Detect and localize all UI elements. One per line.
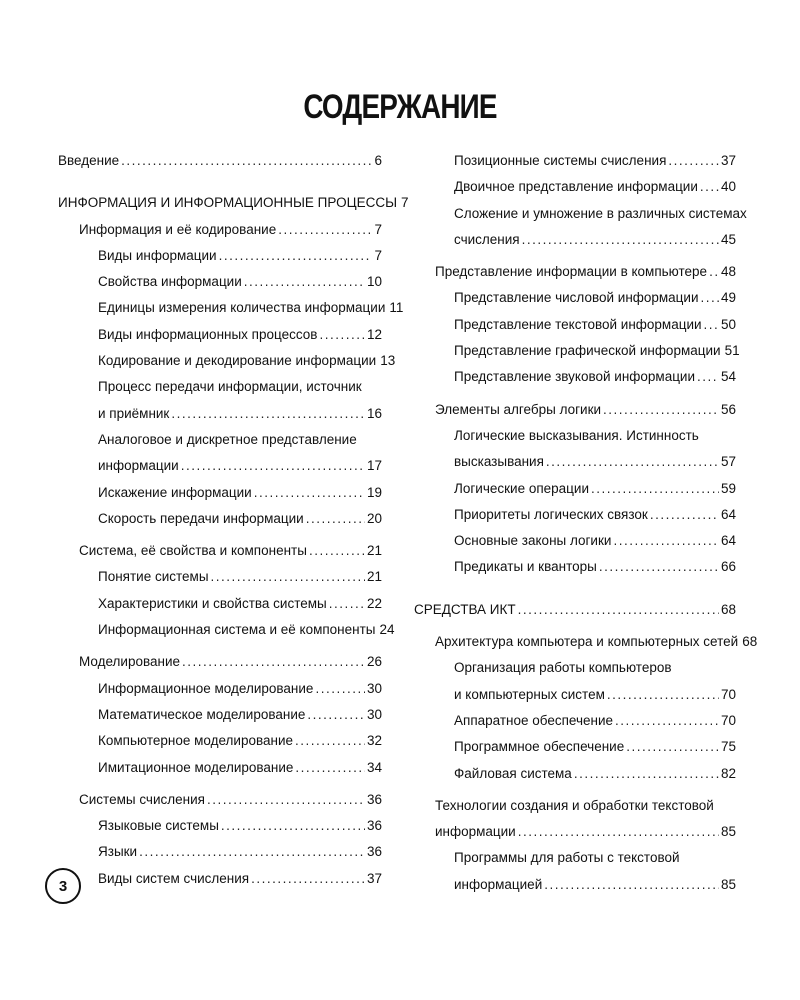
toc-entry-page: 30: [366, 680, 382, 696]
toc-leader-dots: [182, 649, 365, 675]
toc-entry-row: [454, 338, 740, 364]
toc-entry-page: 6: [374, 153, 382, 168]
toc-entry-page: 54: [720, 369, 736, 385]
toc-column-left: [58, 148, 409, 892]
toc-entry-title: СРЕДСТВА ИКТ: [414, 601, 516, 617]
toc-leader-dots: [207, 787, 365, 813]
toc-entry: [414, 423, 736, 476]
toc-entry-title: Представление информации в компьютере: [435, 264, 708, 280]
toc-entry-row: [98, 453, 382, 479]
toc-entry: [58, 427, 382, 480]
toc-entry: [414, 502, 736, 528]
toc-entry-title: Представление графической информации: [454, 343, 721, 359]
toc-entry-row: [98, 813, 382, 839]
toc-entry-title: Свойства информации: [98, 274, 242, 290]
toc-entry-page: 10: [366, 274, 382, 290]
toc-entry: [58, 839, 382, 865]
toc-entry-page: 45: [720, 231, 736, 247]
toc-entry-title: Позиционные системы счисления: [454, 153, 667, 168]
toc-entry: [58, 322, 382, 348]
toc-entry: [58, 564, 382, 590]
toc-entry-page: 49: [720, 290, 736, 306]
toc-entry-title: Системы счисления: [79, 791, 205, 807]
toc-leader-dots: [613, 528, 719, 554]
toc-entry-row: [454, 761, 736, 787]
toc-leader-dots: [650, 502, 719, 528]
toc-entry-row: [98, 506, 382, 532]
toc-entry-page: 17: [366, 458, 382, 474]
toc-leader-dots: [295, 755, 365, 781]
toc-entry-title: информации: [98, 458, 179, 474]
toc-leader-dots: [278, 217, 372, 243]
toc-entry-title: Понятие системы: [98, 569, 209, 585]
toc-entry: [58, 591, 382, 617]
toc-entry: [58, 148, 382, 174]
toc-entry-title: Имитационное моделирование: [98, 759, 294, 775]
toc-entry: [58, 295, 404, 321]
toc-entry-row: [98, 591, 382, 617]
toc-leader-dots: [615, 708, 719, 734]
toc-entry-row: [454, 312, 736, 338]
toc-entry-page: 22: [366, 595, 382, 611]
toc-entry-title: Языки: [98, 844, 138, 860]
toc-entry: [414, 761, 736, 787]
toc-entry-row: [58, 148, 382, 174]
toc-entry-row: [98, 676, 382, 702]
toc-leader-dots: [626, 734, 719, 760]
toc-entry-page: 7: [374, 221, 382, 237]
toc-leader-dots: [211, 564, 365, 590]
toc-entry-title: Языковые системы: [98, 818, 219, 834]
toc-entry: [58, 190, 409, 216]
toc-entry-page: 20: [366, 510, 382, 526]
toc-entry-page: 16: [366, 405, 382, 421]
toc-entry-row: [98, 702, 382, 728]
toc-entry-page: 37: [366, 870, 382, 886]
toc-entry: [58, 217, 382, 243]
toc-entry-title: высказывания: [454, 454, 544, 470]
toc-leader-dots: [251, 866, 365, 892]
toc-entry-page: 66: [720, 559, 736, 575]
toc-entry-title: Система, её свойства и компоненты: [79, 543, 307, 559]
toc-leader-dots: [221, 813, 365, 839]
toc-entry: [414, 397, 736, 423]
page-number-badge: [45, 868, 81, 904]
toc-entry-title: счисления: [454, 231, 520, 247]
toc-entry: [414, 597, 736, 623]
toc-entry-title: Информационная система и её компоненты: [98, 622, 376, 638]
toc-entry: [58, 676, 382, 702]
toc-entry-title: Виды информационных процессов: [98, 326, 318, 342]
toc-entry-row: [454, 285, 736, 311]
toc-entry-page: 7: [401, 195, 409, 211]
toc-entry-page: 34: [366, 759, 382, 775]
toc-entry-page: 70: [720, 686, 736, 702]
page-title: СОДЕРЖАНИЕ: [303, 88, 497, 126]
toc-entry-row: [79, 217, 382, 243]
toc-entry-title: Математическое моделирование: [98, 706, 306, 722]
toc-entry-title: Логические операции: [454, 480, 589, 496]
toc-entry-title: Предикаты и кванторы: [454, 559, 597, 575]
toc-leader-dots: [306, 506, 365, 532]
toc-entry-row: [98, 348, 396, 374]
toc-leader-dots: [295, 728, 365, 754]
toc-entry: [414, 285, 736, 311]
toc-entry-title: Кодирование и декодирование информации: [98, 353, 377, 369]
toc-entry: [58, 348, 396, 374]
toc-entry: [414, 793, 736, 846]
toc-entry: [414, 528, 736, 554]
toc-leader-dots: [171, 401, 365, 427]
toc-entry-row: [98, 269, 382, 295]
toc-entry-row: [454, 227, 736, 253]
toc-entry-page: 85: [720, 876, 736, 892]
toc-leader-dots: [315, 676, 365, 702]
toc-entry-title: Компьютерное моделирование: [98, 733, 293, 749]
toc-entry-title: информацией: [454, 876, 543, 892]
toc-entry-title: Представление текстовой информации: [454, 316, 702, 332]
toc-entry-page: 21: [366, 569, 382, 585]
toc-entry-title: Представление звуковой информации: [454, 369, 696, 385]
toc-entry-title: Единицы измерения количества информации: [98, 300, 386, 316]
toc-entry-page: 70: [720, 712, 736, 728]
toc-entry-row: [454, 174, 736, 200]
toc-entry: [58, 728, 382, 754]
toc-entry: [414, 655, 736, 708]
toc-leader-dots: [599, 554, 719, 580]
toc-entry: [58, 813, 382, 839]
toc-leader-dots: [574, 761, 719, 787]
toc-entry-page: 19: [366, 484, 382, 500]
toc-entry-row: [454, 364, 736, 390]
toc-entry-row: [79, 649, 382, 675]
toc-leader-dots: [704, 312, 719, 338]
toc-entry-title: Моделирование: [79, 654, 181, 670]
toc-entry: [414, 708, 736, 734]
toc-entry-row: [454, 734, 736, 760]
toc-entry: [58, 269, 382, 295]
toc-entry: [414, 364, 736, 390]
toc-entry: [414, 476, 736, 502]
toc-entry-title: Основные законы логики: [454, 533, 612, 549]
toc-entry-row: [454, 708, 736, 734]
toc-column-right: [414, 148, 758, 898]
toc-leader-dots: [518, 597, 719, 623]
toc-leader-dots: [121, 148, 372, 174]
toc-entry: [414, 201, 747, 254]
toc-entry-title-line: Аналоговое и дискретное представление: [98, 431, 357, 447]
toc-leader-dots: [244, 269, 365, 295]
toc-entry-title-line: Технологии создания и обработки текстовой: [435, 797, 714, 813]
toc-entry-title-line: Сложение и умножение в различных системах: [454, 205, 747, 221]
toc-entry-page: 57: [720, 454, 736, 470]
toc-leader-dots: [254, 480, 365, 506]
toc-entry-page: 64: [720, 506, 736, 522]
toc-entry-row: [98, 728, 382, 754]
toc-entry: [58, 506, 382, 532]
toc-leader-dots: [591, 476, 719, 502]
toc-entry-row: [454, 502, 736, 528]
toc-entry: [414, 734, 736, 760]
toc-entry-title: Введение: [58, 153, 120, 168]
toc-leader-dots: [701, 285, 719, 311]
toc-leader-dots: [309, 538, 365, 564]
toc-entry-page: 36: [366, 791, 382, 807]
toc-leader-dots: [518, 819, 719, 845]
toc-leader-dots: [700, 174, 719, 200]
toc-entry-title: и компьютерных систем: [454, 686, 605, 702]
toc-entry-title: Скорость передачи информации: [98, 510, 304, 526]
toc-entry-page: 82: [720, 765, 736, 781]
toc-entry-page: 48: [720, 264, 736, 280]
toc-entry-page: 75: [720, 739, 736, 755]
toc-entry-row: [435, 819, 736, 845]
toc-entry: [414, 554, 736, 580]
toc-entry: [58, 374, 382, 427]
toc-entry: [414, 148, 736, 174]
toc-entry-page: 85: [720, 824, 736, 840]
toc-entry-row: [414, 597, 736, 623]
toc-entry-page: 11: [389, 300, 404, 316]
toc-entry-page: 68: [742, 634, 758, 650]
toc-entry-page: 36: [366, 818, 382, 834]
toc-entry-title: ИНФОРМАЦИЯ И ИНФОРМАЦИОННЫЕ ПРОЦЕССЫ: [58, 195, 398, 211]
toc-entry-row: [58, 190, 409, 216]
toc-leader-dots: [319, 322, 365, 348]
toc-entry-row: [98, 322, 382, 348]
toc-entry-row: [98, 839, 382, 865]
toc-entry-title-line: Организация работы компьютеров: [454, 660, 672, 676]
toc-entry-page: 32: [366, 733, 382, 749]
toc-entry-page: 21: [366, 543, 382, 559]
toc-entry-title: информации: [435, 824, 516, 840]
toc-entry-row: [435, 259, 736, 285]
toc-entry-row: [98, 866, 382, 892]
toc-entry-row: [454, 148, 736, 174]
toc-entry-title: Информационное моделирование: [98, 680, 314, 696]
toc-entry-page: 12: [366, 326, 382, 342]
toc-entry-row: [98, 564, 382, 590]
toc-entry: [58, 617, 395, 643]
toc-entry-page: 26: [366, 654, 382, 670]
toc-entry: [414, 259, 736, 285]
toc-entry: [58, 787, 382, 813]
toc-leader-dots: [709, 259, 719, 285]
toc-entry: [58, 755, 382, 781]
toc-entry-page: 30: [366, 706, 382, 722]
toc-entry-title: Двоичное представление информации: [454, 179, 698, 195]
toc-leader-dots: [697, 364, 719, 390]
toc-entry-row: [454, 682, 736, 708]
toc-entry-row: [435, 629, 758, 655]
toc-entry-title: Виды информации: [98, 247, 217, 263]
toc-entry-title: Элементы алгебры логики: [435, 401, 602, 417]
toc-entry-page: 36: [366, 844, 382, 860]
toc-entry-title-line: Процесс передачи информации, источник: [98, 379, 362, 395]
toc-entry: [58, 702, 382, 728]
toc-leader-dots: [544, 872, 719, 898]
toc-leader-dots: [181, 453, 365, 479]
toc-entry: [414, 629, 758, 655]
toc-entry-row: [79, 787, 382, 813]
page-number: 3: [58, 877, 68, 895]
toc-entry-title: Аппаратное обеспечение: [454, 712, 614, 728]
toc-entry-page: 68: [720, 601, 736, 617]
toc-leader-dots: [522, 227, 719, 253]
toc-entry-row: [98, 617, 395, 643]
toc-entry-title-line: Логические высказывания. Истинность: [454, 427, 699, 443]
toc-entry-page: 64: [720, 533, 736, 549]
toc-entry-page: 40: [720, 179, 736, 195]
toc-entry-title: Файловая система: [454, 765, 572, 781]
toc-entry-page: 24: [379, 622, 395, 638]
toc-entry: [58, 866, 382, 892]
toc-leader-dots: [139, 839, 365, 865]
toc-entry: [414, 338, 740, 364]
toc-entry-page: 50: [720, 316, 736, 332]
toc-entry-title: Информация и её кодирование: [79, 221, 277, 237]
toc-leader-dots: [307, 702, 365, 728]
toc-entry-title: Приоритеты логических связок: [454, 506, 648, 522]
toc-entry-page: 56: [720, 401, 736, 417]
toc-entry-row: [454, 528, 736, 554]
toc-entry-row: [454, 872, 736, 898]
toc-entry-title: Искажение информации: [98, 484, 252, 500]
toc-entry: [58, 538, 382, 564]
toc-entry: [414, 312, 736, 338]
toc-leader-dots: [607, 682, 719, 708]
toc-entry-row: [79, 538, 382, 564]
toc-entry: [58, 480, 382, 506]
toc-entry-row: [454, 476, 736, 502]
toc-entry-page: 59: [720, 480, 736, 496]
toc-leader-dots: [603, 397, 719, 423]
toc-leader-dots: [329, 591, 365, 617]
toc-entry-page: 7: [374, 247, 382, 263]
toc-entry-title: Характеристики и свойства системы: [98, 595, 327, 611]
toc-entry-row: [435, 397, 736, 423]
toc-entry-title-line: Программы для работы с текстовой: [454, 850, 680, 866]
toc-entry: [58, 649, 382, 675]
toc-entry-row: [454, 449, 736, 475]
toc-entry: [58, 243, 382, 269]
toc-entry-row: [98, 755, 382, 781]
toc-entry-title: Виды систем счисления: [98, 870, 250, 886]
toc-entry-title: Представление числовой информации: [454, 290, 699, 306]
toc-entry-title: Программное обеспечение: [454, 739, 625, 755]
toc-leader-dots: [219, 243, 373, 269]
toc-entry-page: 37: [720, 153, 736, 168]
toc-entry: [414, 174, 736, 200]
toc-entry-page: 13: [380, 353, 396, 369]
toc-entry-row: [98, 295, 404, 321]
toc-entry-title: и приёмник: [98, 405, 170, 421]
toc-entry-page: 51: [724, 343, 740, 359]
toc-leader-dots: [668, 148, 719, 174]
toc-entry-title: Архитектура компьютера и компьютерных сетей: [435, 634, 739, 650]
toc-entry-row: [98, 480, 382, 506]
toc-entry-row: [98, 243, 382, 269]
toc-entry-row: [454, 554, 736, 580]
toc-entry-row: [98, 401, 382, 427]
toc-leader-dots: [546, 449, 719, 475]
toc-entry: [414, 845, 736, 898]
